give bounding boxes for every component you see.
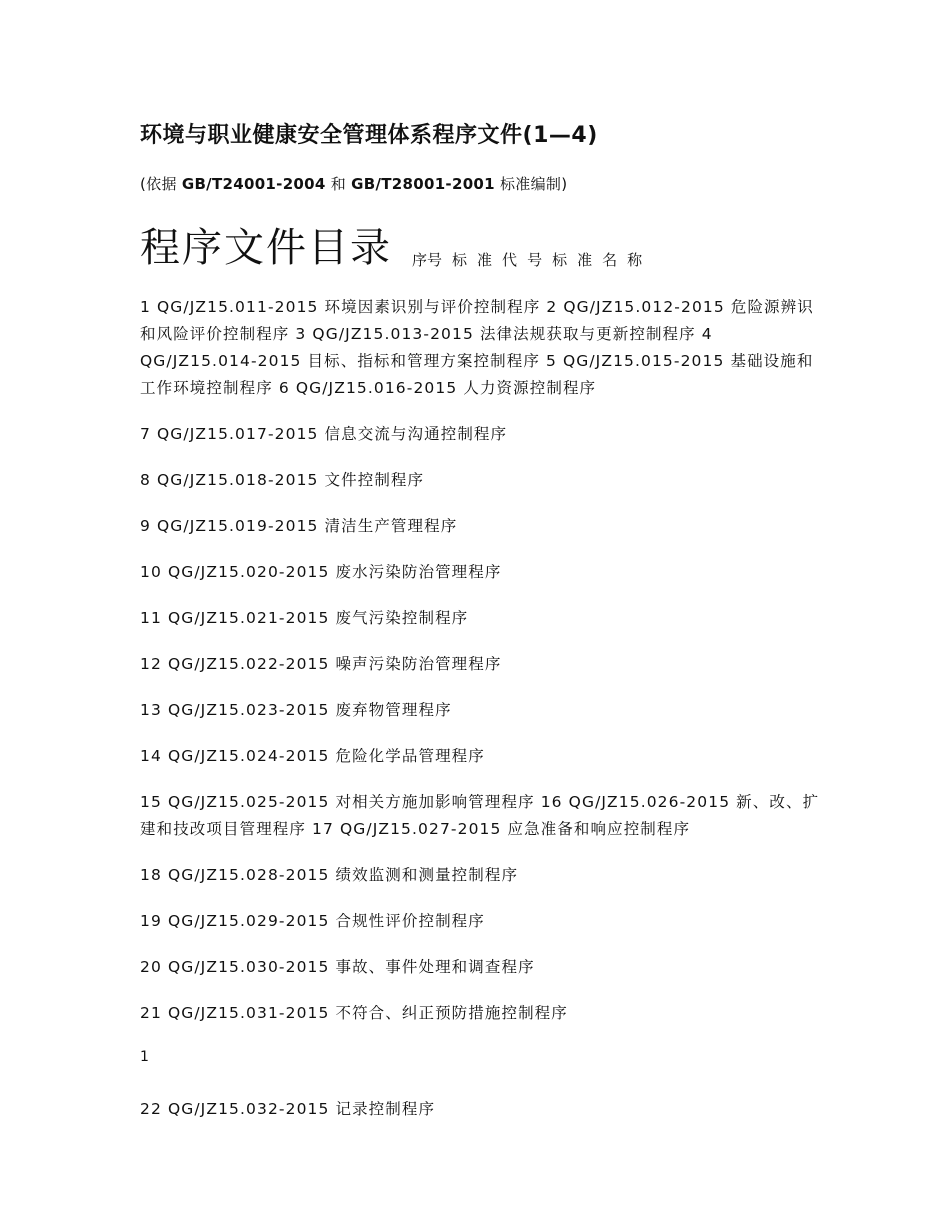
toc-entry: 19 QG/JZ15.029-2015 合规性评价控制程序	[140, 912, 485, 930]
column-header: 号	[527, 251, 543, 269]
column-header: 代	[502, 251, 518, 269]
toc-entry: 22 QG/JZ15.032-2015 记录控制程序	[140, 1100, 436, 1118]
toc-entry: 21 QG/JZ15.031-2015 不符合、纠正预防措施控制程序	[140, 1004, 568, 1022]
document-page	[140, 118, 830, 1142]
toc-entry: 1 QG/JZ15.011-2015 环境因素识别与评价控制程序 2 QG/JZ15.012-2015 危险源辨识和风险评价控制程序 3 QG/JZ15.013-2015 法律法规获取与更新控制程序 4 QG/JZ15.014-2015 目标、指标和管理方案控制程序 5 QG/JZ15.015-2015 基础设施和工作环境控制程序 6 QG/JZ15.016-2015 人力资源控制程序	[140, 298, 814, 397]
toc-entry: 7 QG/JZ15.017-2015 信息交流与沟通控制程序	[140, 425, 508, 443]
document-title: 环境与职业健康安全管理体系程序文件(1—4)	[140, 123, 598, 148]
toc-entry: 20 QG/JZ15.030-2015 事故、事件处理和调查程序	[140, 958, 535, 976]
column-headers	[412, 249, 642, 270]
column-header: 标	[552, 251, 568, 269]
toc-entry: 9 QG/JZ15.019-2015 清洁生产管理程序	[140, 517, 458, 535]
toc-entry: 15 QG/JZ15.025-2015 对相关方施加影响管理程序 16 QG/JZ15.026-2015 新、改、扩建和技改项目管理程序 17 QG/JZ15.027-2015 应急准备和响应控制程序	[140, 793, 820, 838]
toc-entry: 18 QG/JZ15.028-2015 绩效监测和测量控制程序	[140, 866, 519, 884]
toc-title: 程序文件目录	[140, 225, 392, 271]
column-header: 名	[602, 251, 618, 269]
column-header: 准	[577, 251, 593, 269]
column-header: 序号	[412, 251, 443, 269]
column-header: 称	[627, 251, 643, 269]
toc-header	[140, 220, 830, 276]
toc-entry: 10 QG/JZ15.020-2015 废水污染防治管理程序	[140, 563, 502, 581]
page-number: 1	[140, 1049, 149, 1065]
column-header: 标	[452, 251, 468, 269]
toc-entry: 12 QG/JZ15.022-2015 噪声污染防治管理程序	[140, 655, 502, 673]
standards-basis: (依据 GB/T24001-2004 和 GB/T28001-2001 标准编制)	[140, 175, 568, 193]
toc-entry: 14 QG/JZ15.024-2015 危险化学品管理程序	[140, 747, 485, 765]
toc-entry: 13 QG/JZ15.023-2015 废弃物管理程序	[140, 701, 452, 719]
toc-entry: 8 QG/JZ15.018-2015 文件控制程序	[140, 471, 425, 489]
toc-entries	[140, 294, 830, 1123]
toc-entry: 11 QG/JZ15.021-2015 废气污染控制程序	[140, 609, 469, 627]
column-header: 准	[477, 251, 493, 269]
